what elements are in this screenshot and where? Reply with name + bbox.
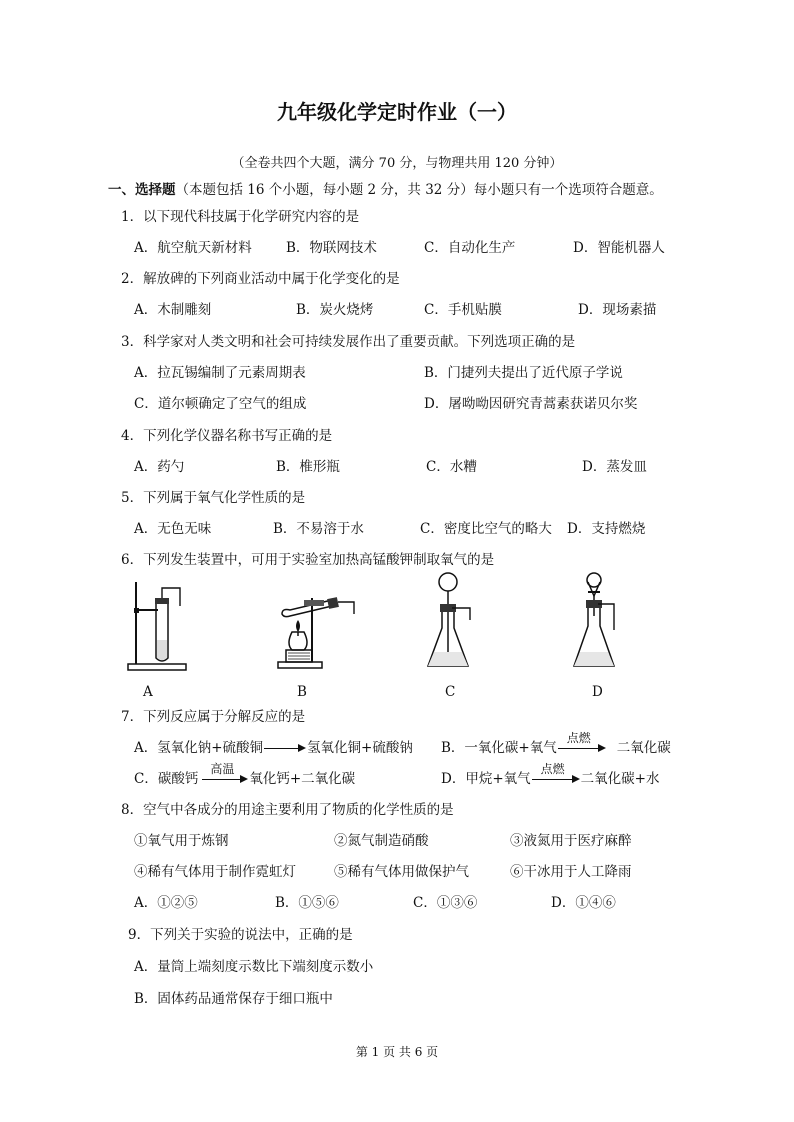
option-d: D．智能机器人 [573,240,665,256]
page-title: 九年级化学定时作业（一） [277,100,517,124]
question-7-options-row2 [0,761,794,787]
question-2 [0,267,794,287]
exam-info: （全卷共四个大题，满分 70 分，与物理共用 120 分钟） [231,156,563,171]
question-stem: 9．下列关于实验的说法中，正确的是 [128,927,353,943]
option-a: A．药勺 [134,459,185,475]
option-a: A．无色无味 [134,521,212,537]
option-c: C．手机贴膜 [424,302,502,318]
option-a: A．木制雕刻 [134,302,212,318]
apparatus-a-diagram [124,578,194,674]
question-7-options-row1 [0,730,794,756]
option-b-products: 二氧化碳 [616,740,671,756]
option-a: A．量筒上端刻度示数比下端刻度示数小 [134,959,374,975]
question-5 [0,486,794,506]
question-stem: 4．下列化学仪器名称书写正确的是 [121,428,333,444]
option-d [441,761,660,787]
option-c: C．①③⑥ [413,895,478,911]
question-stem: 3．科学家对人类文明和社会可持续发展作出了重要贡献。下列选项正确的是 [121,334,576,350]
reaction-arrow [532,761,580,785]
option-c: C．道尔顿确定了空气的组成 [134,396,307,412]
question-8 [0,798,794,818]
reaction-arrow [558,730,606,754]
option-b: B．物联网技术 [286,240,377,256]
apparatus-b-label: B [297,684,307,700]
option-a: A．①②⑤ [134,895,198,911]
section-heading-line [108,178,663,198]
question-stem: 7．下列反应属于分解反应的是 [121,709,306,725]
question-9 [0,923,794,943]
apparatus-c-diagram [422,570,486,674]
section-description: （本题包括 16 个小题，每小题 2 分，共 32 分）每小题只有一个选项符合题意。 [175,182,663,198]
statement-4: ④稀有气体用于制作霓虹灯 [134,864,296,880]
option-a [134,736,413,756]
reaction-arrow [202,761,248,785]
question-stem: 5．下列属于氧气化学性质的是 [121,490,306,506]
apparatus-a-label: A [143,684,153,700]
option-d-reactants: D．甲烷+氧气 [441,771,531,787]
reaction-arrow [264,744,306,754]
question-7 [0,705,794,725]
question-8-items-row1 [0,829,794,849]
question-2-options [0,298,794,318]
option-b: B．不易溶于水 [273,521,364,537]
option-a-products: 氢氧化铜+硫酸钠 [307,740,413,756]
option-c: C．密度比空气的略大 [420,521,552,537]
apparatus-d-label: D [592,684,603,700]
statement-2: ②氮气制造硝酸 [334,833,429,849]
option-b: B．①⑤⑥ [275,895,339,911]
option-b: B．炭火烧烤 [296,302,374,318]
option-c [134,761,356,787]
option-b: B．椎形瓶 [276,459,340,475]
page-footer: 第 1 页 共 6 页 [355,1045,439,1059]
reaction-condition: 高温 [210,761,235,776]
question-stem: 6．下列发生装置中，可用于实验室加热高锰酸钾制取氧气的是 [121,552,495,568]
option-b: B．固体药品通常保存于细口瓶中 [134,991,333,1007]
option-b [441,730,671,756]
option-d: D．①④⑥ [551,895,616,911]
option-b: B．门捷列夫提出了近代原子学说 [424,365,623,381]
option-a: A．拉瓦锡编制了元素周期表 [134,365,306,381]
question-4-options [0,455,794,475]
option-c: C．自动化生产 [424,240,516,256]
reaction-condition: 点燃 [566,730,591,745]
apparatus-b-diagram [272,592,362,674]
question-stem: 2．解放碑的下列商业活动中属于化学变化的是 [121,271,400,287]
option-d: D．蒸发皿 [582,459,647,475]
question-6 [0,548,794,568]
question-5-options [0,517,794,537]
apparatus-d-diagram [568,570,632,674]
option-a-reactants: A．氢氧化钠+硫酸铜 [134,740,264,756]
question-1-options [0,236,794,256]
option-a: A．航空航天新材料 [134,240,252,256]
option-d-products: 二氧化碳+水 [580,771,660,787]
statement-5: ⑤稀有气体用做保护气 [334,864,469,880]
question-9-option-b-row [0,987,794,1007]
question-8-items-row2 [0,860,794,880]
question-3 [0,330,794,350]
question-stem: 8．空气中各成分的用途主要利用了物质的化学性质的是 [121,802,454,818]
apparatus-c-label: C [445,684,456,700]
question-4 [0,424,794,444]
reaction-condition: 点燃 [540,761,565,776]
statement-1: ①氧气用于炼钢 [134,833,229,849]
section-heading: 一、选择题 [108,182,176,198]
question-3-options-row1 [0,361,794,381]
option-c-products: 氧化钙+二氧化碳 [249,771,356,787]
option-d: D．屠呦呦因研究青蒿素获诺贝尔奖 [424,396,638,412]
option-c-reactants: C．碳酸钙 [134,771,199,787]
option-b-reactants: B．一氧化碳+氧气 [441,740,557,756]
question-8-options [0,891,794,911]
option-d: D．现场素描 [578,302,657,318]
question-9-option-a-row [0,955,794,975]
question-stem: 1．以下现代科技属于化学研究内容的是 [121,209,360,225]
option-d: D．支持燃烧 [567,521,646,537]
question-1 [0,205,794,225]
question-3-options-row2 [0,392,794,412]
option-c: C．水糟 [426,459,477,475]
statement-6: ⑥干冰用于人工降雨 [510,864,632,880]
statement-3: ③液氮用于医疗麻醉 [510,833,632,849]
